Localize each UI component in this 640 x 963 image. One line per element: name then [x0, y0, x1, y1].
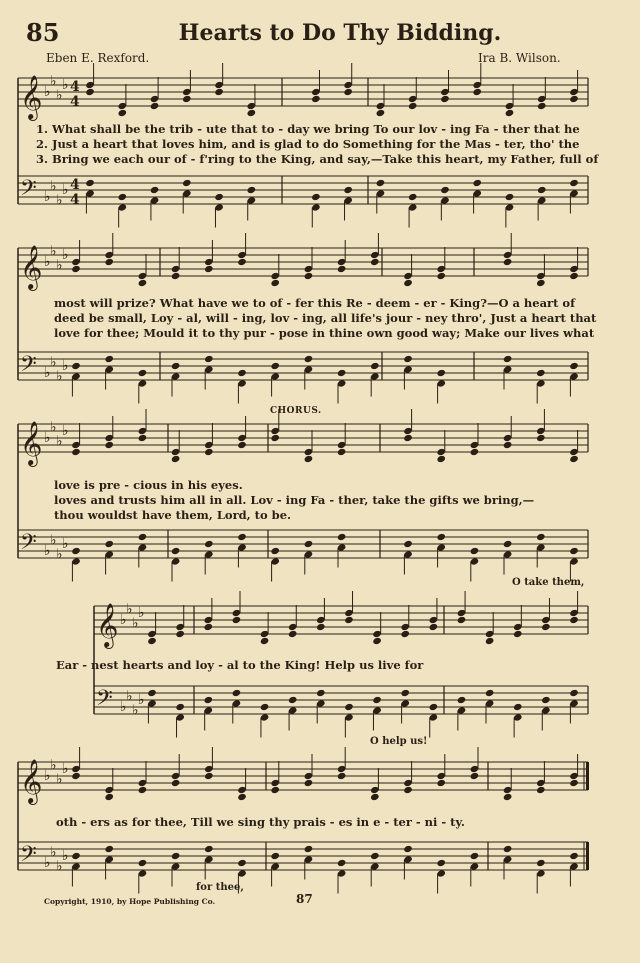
note-head	[270, 279, 280, 287]
chorus-label: CHORUS.	[270, 406, 322, 416]
note-head	[408, 193, 418, 201]
bass-cue-word: for thee,	[196, 882, 244, 893]
note-head	[569, 852, 579, 860]
bass-clef-icon: 𝄢	[20, 530, 37, 560]
note-head	[304, 540, 314, 548]
flat-icon: ♭	[62, 182, 69, 198]
note-head	[513, 703, 523, 711]
note-head	[569, 362, 579, 370]
lyric-line: love for thee; Mould it to thy pur - pose in thine own good way; Make our lives what	[54, 326, 595, 340]
note-head	[117, 193, 127, 201]
bass-clef-icon: 𝄢	[20, 352, 37, 382]
note-head	[505, 109, 515, 117]
note-head	[175, 630, 185, 638]
note-head	[171, 779, 181, 787]
flat-icon: ♭	[50, 178, 57, 195]
flat-icon: ♭	[62, 358, 69, 374]
page-number: 87	[296, 892, 313, 906]
lyric-line: most will prize? What have we to of - fer this Re - deem - er - King?—O a heart of	[54, 296, 576, 310]
note-head	[472, 88, 482, 96]
note-head	[457, 696, 467, 704]
note-head	[400, 630, 410, 638]
note-head	[138, 786, 148, 794]
bass-clef-icon: 𝄢	[20, 176, 37, 206]
note-head	[503, 441, 513, 449]
note-head	[403, 786, 413, 794]
time-signature-icon: 4	[70, 79, 80, 95]
note-head	[343, 88, 353, 96]
note-head	[232, 689, 242, 697]
treble-clef-icon: 𝄞	[20, 75, 43, 119]
note-head	[403, 279, 413, 287]
note-head	[536, 533, 546, 541]
note-head	[569, 272, 579, 280]
note-head	[569, 616, 579, 624]
final-barline	[586, 762, 589, 790]
note-head	[569, 689, 579, 697]
lyric-line: Ear - nest hearts and loy - al to the King! Help us live for	[56, 658, 424, 672]
lyricist: Eben E. Rexford.	[46, 51, 150, 65]
note-head	[214, 88, 224, 96]
flat-icon: ♭	[50, 757, 57, 774]
flat-icon: ♭	[56, 546, 63, 563]
note-head	[182, 95, 192, 103]
note-head	[138, 369, 148, 377]
treble-clef-icon: 𝄞	[20, 245, 43, 289]
treble-clef-icon: 𝄞	[20, 421, 43, 465]
note-head	[171, 272, 181, 280]
note-head	[260, 637, 270, 645]
note-head	[304, 272, 314, 280]
treble-clef-icon: 𝄞	[96, 603, 119, 647]
note-head	[376, 109, 386, 117]
note-head	[150, 102, 160, 110]
note-head	[436, 533, 446, 541]
treble-clef-icon: 𝄞	[20, 759, 43, 803]
note-head	[408, 102, 418, 110]
note-head	[232, 616, 242, 624]
note-head	[104, 540, 114, 548]
note-head	[311, 95, 321, 103]
note-head	[182, 179, 192, 187]
note-head	[503, 258, 513, 266]
flat-icon: ♭	[62, 536, 69, 552]
note-head	[537, 186, 547, 194]
bass-clef-icon: 𝄢	[20, 842, 37, 872]
note-head	[370, 852, 380, 860]
note-head	[536, 434, 546, 442]
note-head	[503, 793, 513, 801]
flat-icon: ♭	[56, 771, 63, 788]
flat-icon: ♭	[44, 430, 51, 446]
lyric-line: 3. Bring we each our of - f'ring to the King, and say,—Take this heart, my Father, full of	[36, 152, 599, 166]
flat-icon: ♭	[56, 192, 63, 209]
note-head	[71, 772, 81, 780]
note-head	[440, 186, 450, 194]
note-head	[337, 533, 347, 541]
note-head	[138, 859, 148, 867]
note-head	[536, 279, 546, 287]
hymn-number: 85	[26, 18, 60, 47]
lyric-line: oth - ers as for thee, Till we sing thy prais - es in e - ter - ni - ty.	[56, 815, 465, 829]
note-head	[270, 434, 280, 442]
note-head	[429, 623, 439, 631]
lyric-line: loves and trusts him all in all. Lov - ing Fa - ther, take the gifts we bring,—	[54, 493, 535, 507]
note-head	[470, 772, 480, 780]
note-head	[569, 179, 579, 187]
flat-icon: ♭	[44, 189, 51, 205]
flat-icon: ♭	[62, 77, 69, 93]
note-head	[400, 689, 410, 697]
note-head	[171, 547, 181, 555]
note-head	[403, 434, 413, 442]
note-head	[104, 441, 114, 449]
note-head	[436, 369, 446, 377]
note-head	[337, 448, 347, 456]
flat-icon: ♭	[138, 692, 145, 708]
note-head	[429, 703, 439, 711]
copyright: Copyright, 1910, by Hope Publishing Co.	[44, 897, 216, 906]
flat-icon: ♭	[50, 354, 57, 371]
flat-icon: ♭	[138, 605, 145, 621]
flat-icon: ♭	[132, 702, 139, 719]
note-head	[503, 845, 513, 853]
note-head	[569, 547, 579, 555]
note-head	[304, 845, 314, 853]
flat-icon: ♭	[50, 419, 57, 436]
note-head	[171, 362, 181, 370]
note-head	[288, 696, 298, 704]
lyric-line: 1. What shall be the trib - ute that to - day we bring To our lov - ing Fa - ther that he	[36, 122, 580, 136]
flat-icon: ♭	[56, 858, 63, 875]
flat-icon: ♭	[44, 768, 51, 784]
flat-icon: ♭	[44, 543, 51, 559]
flat-icon: ♭	[62, 761, 69, 777]
lyric-line: 2. Just a heart that loves him, and is glad to do Something for the Mas - ter, tho' the	[36, 137, 580, 151]
note-head	[204, 540, 214, 548]
note-head	[71, 265, 81, 273]
flat-icon: ♭	[120, 699, 127, 715]
note-head	[472, 179, 482, 187]
lyric-line: thou wouldst have them, Lord, to be.	[54, 508, 292, 522]
bass-clef-icon: 𝄢	[96, 686, 113, 716]
flat-icon: ♭	[56, 87, 63, 104]
note-head	[104, 355, 114, 363]
note-head	[541, 623, 551, 631]
note-head	[536, 786, 546, 794]
note-head	[204, 355, 214, 363]
flat-icon: ♭	[132, 615, 139, 632]
note-head	[470, 852, 480, 860]
note-head	[175, 703, 185, 711]
note-head	[237, 369, 247, 377]
time-signature-icon: 4	[70, 177, 80, 193]
note-head	[147, 637, 157, 645]
note-head	[370, 793, 380, 801]
note-head	[71, 448, 81, 456]
note-head	[569, 95, 579, 103]
note-head	[85, 179, 95, 187]
note-head	[270, 852, 280, 860]
flat-icon: ♭	[62, 848, 69, 864]
note-head	[485, 637, 495, 645]
composer: Ira B. Wilson.	[478, 51, 561, 65]
note-head	[204, 845, 214, 853]
note-head	[436, 272, 446, 280]
flat-icon: ♭	[44, 365, 51, 381]
note-head	[403, 540, 413, 548]
note-head	[457, 616, 467, 624]
note-head	[203, 623, 213, 631]
note-head	[541, 696, 551, 704]
flat-icon: ♭	[50, 243, 57, 260]
bass-cue-word: O take them,	[512, 577, 585, 588]
note-head	[372, 637, 382, 645]
note-head	[138, 434, 148, 442]
flat-icon: ♭	[50, 844, 57, 861]
note-head	[436, 779, 446, 787]
note-head	[237, 258, 247, 266]
note-head	[117, 109, 127, 117]
hymn-title: Hearts to Do Thy Bidding.	[178, 20, 502, 46]
lyric-line: love is pre - cious in his eyes.	[54, 478, 243, 492]
note-head	[171, 852, 181, 860]
note-head	[204, 772, 214, 780]
note-head	[403, 355, 413, 363]
note-head	[370, 362, 380, 370]
note-head	[569, 455, 579, 463]
note-head	[376, 179, 386, 187]
note-head	[203, 696, 213, 704]
note-head	[71, 547, 81, 555]
note-head	[337, 772, 347, 780]
note-head	[503, 540, 513, 548]
note-head	[71, 362, 81, 370]
note-head	[204, 265, 214, 273]
note-head	[270, 547, 280, 555]
note-head	[260, 703, 270, 711]
flat-icon: ♭	[56, 257, 63, 274]
note-head	[304, 355, 314, 363]
note-head	[288, 630, 298, 638]
note-head	[370, 258, 380, 266]
note-head	[485, 689, 495, 697]
note-head	[343, 186, 353, 194]
note-head	[503, 355, 513, 363]
flat-icon: ♭	[126, 688, 133, 705]
note-head	[536, 369, 546, 377]
note-head	[470, 547, 480, 555]
flat-icon: ♭	[44, 855, 51, 871]
note-head	[311, 193, 321, 201]
note-head	[440, 95, 450, 103]
note-head	[344, 703, 354, 711]
bass-cue-word: O help us!	[370, 736, 428, 747]
note-head	[436, 455, 446, 463]
note-head	[372, 696, 382, 704]
note-head	[304, 455, 314, 463]
flat-icon: ♭	[120, 612, 127, 628]
note-head	[270, 786, 280, 794]
note-head	[237, 859, 247, 867]
note-head	[470, 448, 480, 456]
note-head	[337, 859, 347, 867]
note-head	[104, 258, 114, 266]
flat-icon: ♭	[56, 368, 63, 385]
note-head	[237, 793, 247, 801]
flat-icon: ♭	[44, 84, 51, 100]
lyric-line: deed be small, Loy - al, will - ing, lov - ing, all life's jour - ney thro', Just a heart that	[54, 311, 597, 325]
note-head	[536, 859, 546, 867]
flat-icon: ♭	[44, 254, 51, 270]
flat-icon: ♭	[126, 601, 133, 618]
note-head	[344, 616, 354, 624]
note-head	[505, 193, 515, 201]
note-head	[403, 845, 413, 853]
flat-icon: ♭	[56, 433, 63, 450]
note-head	[85, 88, 95, 96]
note-head	[71, 852, 81, 860]
note-head	[104, 845, 114, 853]
note-head	[104, 793, 114, 801]
note-head	[304, 779, 314, 787]
flat-icon: ♭	[50, 73, 57, 90]
note-head	[138, 533, 148, 541]
note-head	[337, 265, 347, 273]
final-barline	[586, 842, 589, 870]
note-head	[147, 689, 157, 697]
note-head	[270, 362, 280, 370]
time-signature-icon: 4	[70, 94, 80, 110]
note-head	[204, 448, 214, 456]
note-head	[237, 533, 247, 541]
note-head	[436, 859, 446, 867]
note-head	[569, 779, 579, 787]
note-head	[316, 689, 326, 697]
note-head	[247, 186, 257, 194]
note-head	[513, 630, 523, 638]
note-head	[171, 455, 181, 463]
time-signature-icon: 4	[70, 192, 80, 208]
flat-icon: ♭	[50, 532, 57, 549]
flat-icon: ♭	[62, 423, 69, 439]
flat-icon: ♭	[62, 247, 69, 263]
note-head	[537, 102, 547, 110]
note-head	[237, 441, 247, 449]
note-head	[337, 369, 347, 377]
note-head	[150, 186, 160, 194]
note-head	[138, 279, 148, 287]
note-head	[247, 109, 257, 117]
note-head	[316, 623, 326, 631]
note-head	[214, 193, 224, 201]
